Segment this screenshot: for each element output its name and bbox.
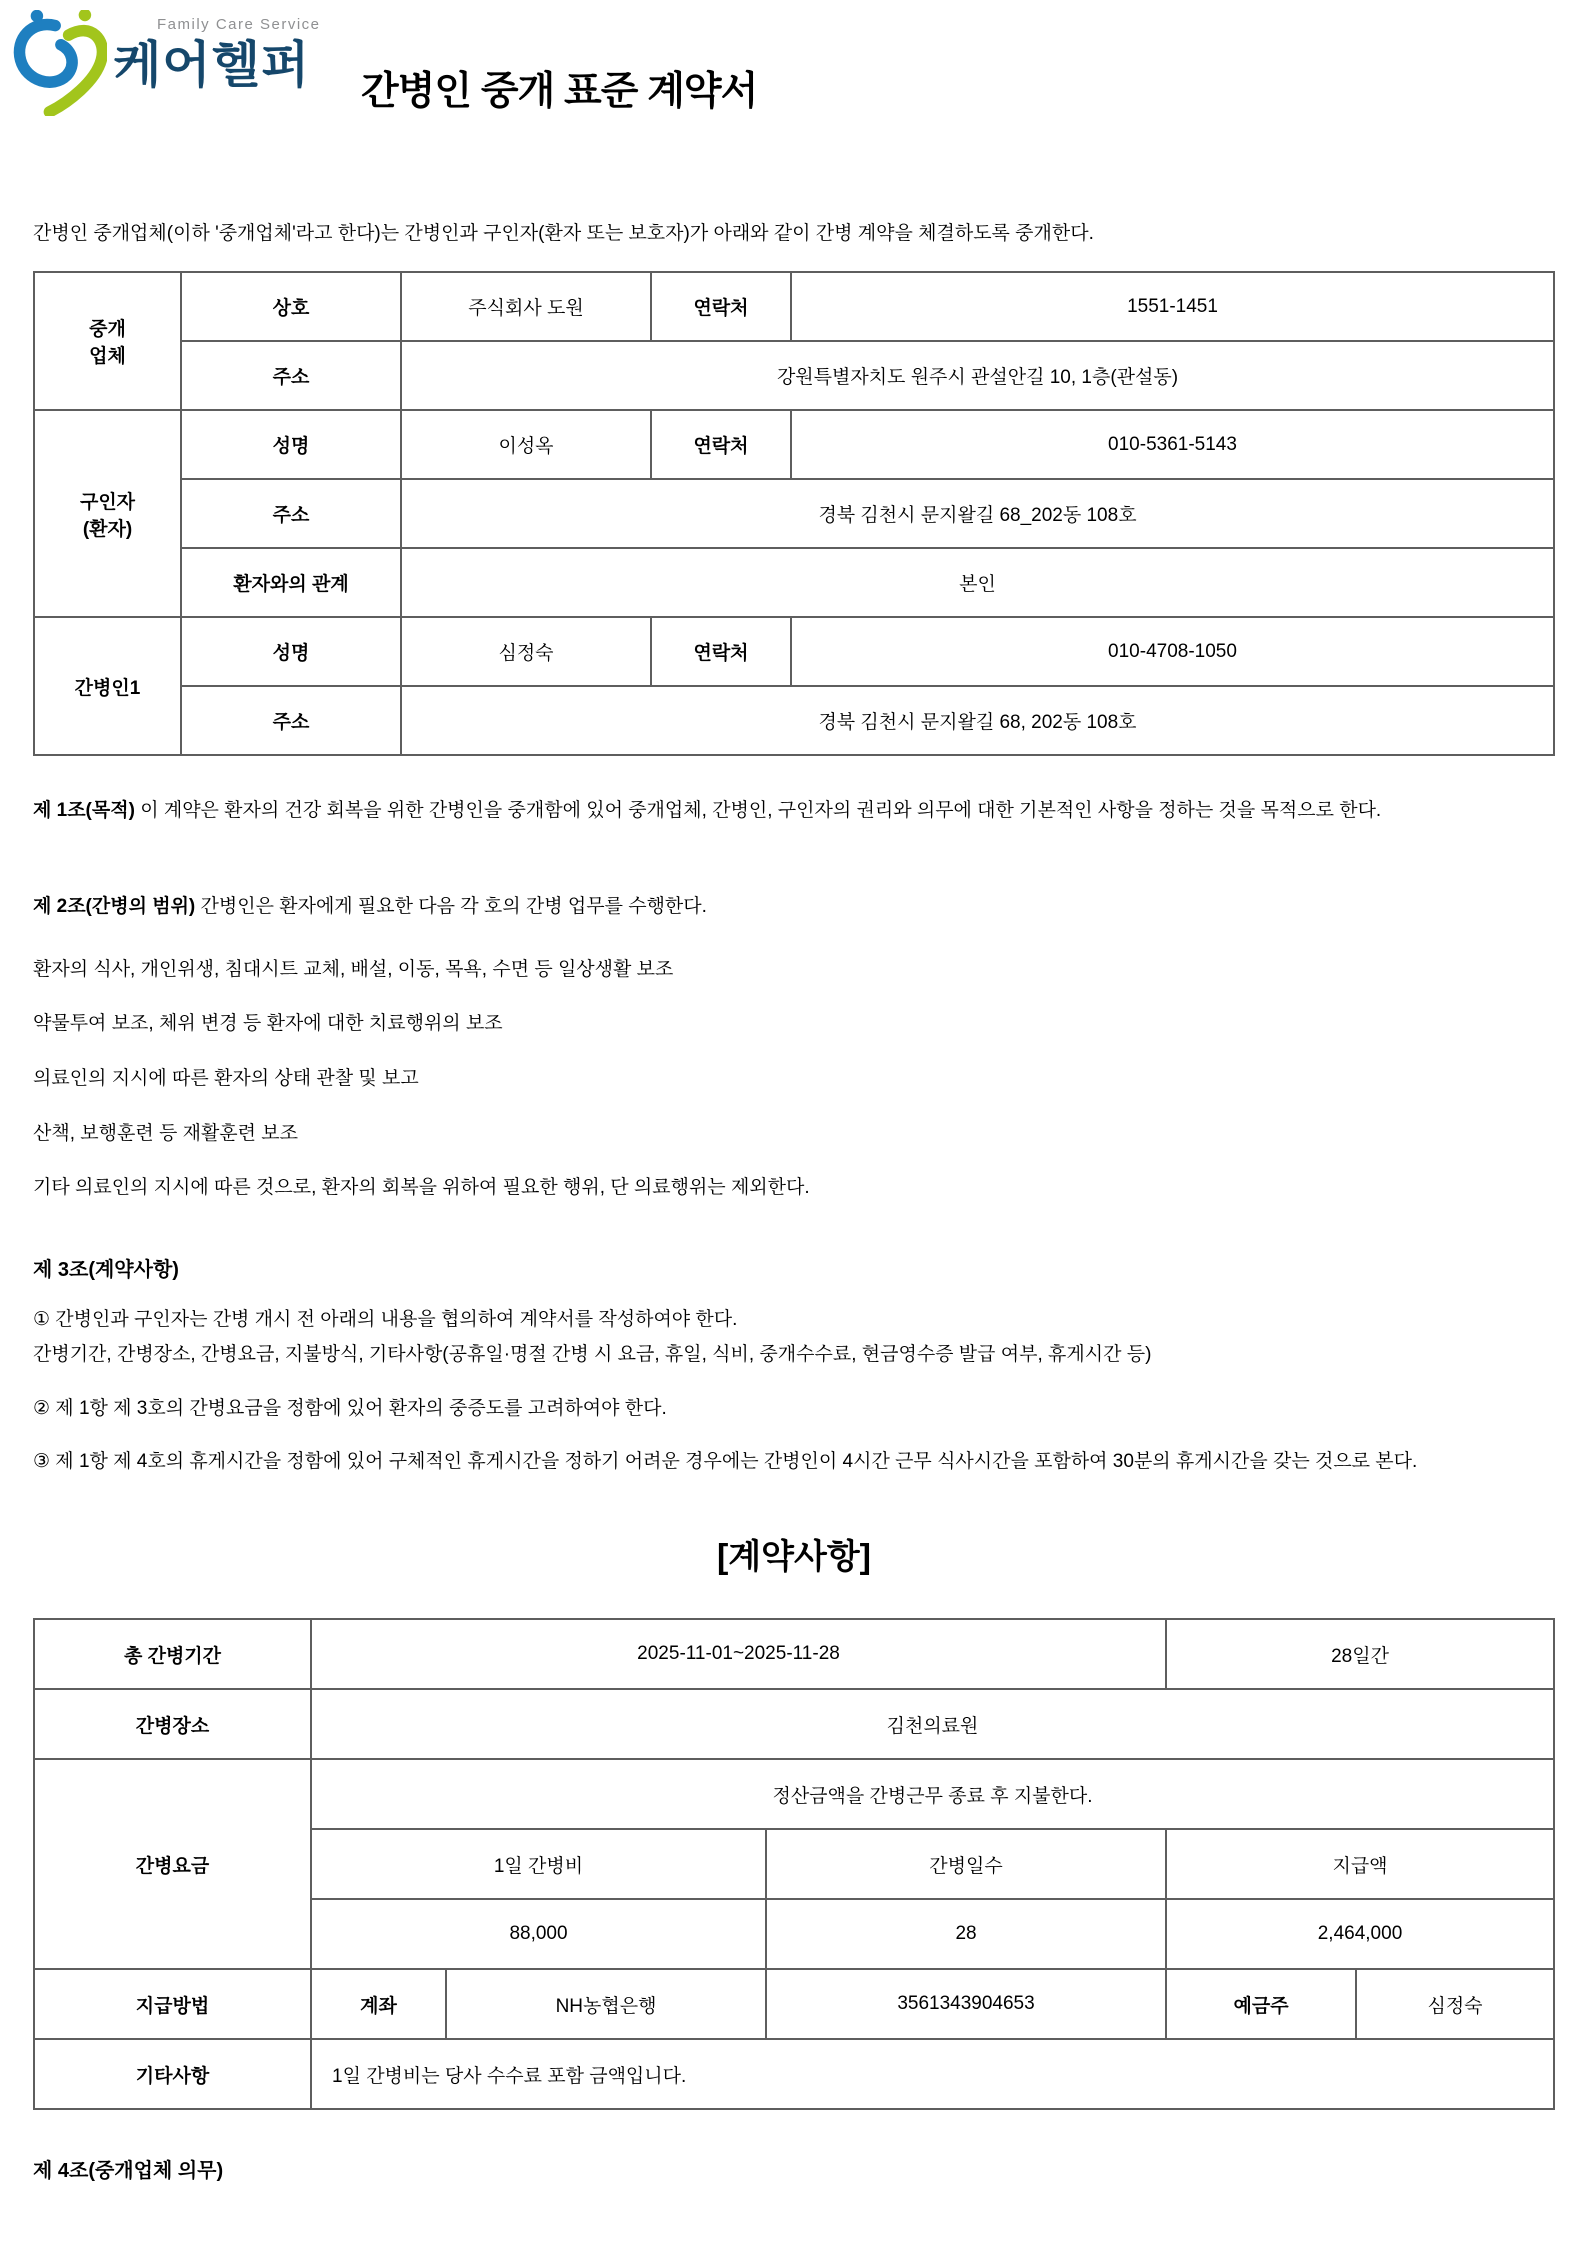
article1-title: 제 1조(목적) [33,800,135,821]
client-contact-label: 연락처 [651,410,791,479]
total-label: 지급액 [1166,1829,1554,1899]
document-header [33,0,1555,138]
parties-table [33,271,1555,756]
broker-address-label: 주소 [181,341,401,410]
client-address-label: 주소 [181,479,401,548]
daily-fee-label: 1일 간병비 [311,1829,766,1899]
holder-value: 심정숙 [1356,1969,1554,2039]
caregiver-name-label: 성명 [181,617,401,686]
table-row [34,272,1554,341]
article1-body: 이 계약은 환자의 건강 회복을 위한 간병인을 중개함에 있어 중개업체, 간병인, 구인자의 권리와 의무에 대한 기본적인 사항을 정하는 것을 목적으로 한다. [134,800,1382,821]
broker-group-line1: 중개 [89,319,126,340]
broker-company-label: 상호 [181,272,401,341]
table-row [34,548,1554,617]
intro-paragraph: 간병인 중개업체(이하 '중개업체'라고 한다)는 간병인과 구인자(환자 또는 보호자)가 아래와 같이 간병 계약을 체결하도록 중개한다. [33,223,1094,244]
carehelper-logo [11,10,321,116]
payment-method-label: 지급방법 [34,1969,311,2039]
broker-group-line2: 업체 [89,346,126,367]
logo-brand-name: 케어헬퍼 [113,37,311,93]
period-value: 2025-11-01~2025-11-28 [311,1619,1166,1689]
heart-logo-icon [11,10,107,116]
table-row [34,2039,1554,2109]
account-number-value: 3561343904653 [766,1969,1166,2039]
article2-item-4: 산책, 보행훈련 등 재활훈련 보조 [33,1122,298,1144]
article4-title: 제 4조(중개업체 의무) [33,2160,224,2183]
article2-item-2: 약물투여 보조, 체위 변경 등 환자에 대한 치료행위의 보조 [33,1013,503,1035]
fee-label: 간병요금 [34,1759,311,1969]
article1-paragraph [33,790,1555,832]
caregiver-group-cell: 간병인1 [34,617,181,755]
table-row [34,1969,1554,2039]
bank-value: NH농협은행 [446,1969,766,2039]
logo-tagline: Family Care Service [157,16,321,33]
article2-body: 간병인은 환자에게 필요한 다음 각 호의 간병 업무를 수행한다. [195,895,707,917]
period-days-value: 28일간 [1166,1619,1554,1689]
article2-item-5: 기타 의료인의 지시에 따른 것으로, 환자의 회복을 위하여 필요한 행위, 단 의료행위는 제외한다. [33,1177,810,1199]
client-relation-label: 환자와의 관계 [181,548,401,617]
account-label: 계좌 [311,1969,446,2039]
article3-item-4: ③ 제 1항 제 4호의 휴게시간을 정함에 있어 구체적인 휴게시간을 정하기 어려운 경우에는 간병인이 4시간 근무 식사시간을 포함하여 30분의 휴게시간을 갖는 것으로 본다. [33,1451,1418,1473]
contract-details-table [33,1618,1555,2110]
broker-contact-label: 연락처 [651,272,791,341]
etc-value: 1일 간병비는 당사 수수료 포함 금액입니다. [311,2039,1554,2109]
client-name-value: 이성옥 [401,410,651,479]
caregiver-address-value: 경북 김천시 문지왈길 68, 202동 108호 [401,686,1554,755]
daily-fee-value: 88,000 [311,1899,766,1969]
period-label: 총 간병기간 [34,1619,311,1689]
place-label: 간병장소 [34,1689,311,1759]
broker-address-value: 강원특별자치도 원주시 관설안길 10, 1층(관설동) [401,341,1554,410]
client-address-value: 경북 김천시 문지왈길 68_202동 108호 [401,479,1554,548]
fee-note: 정산금액을 간병근무 종료 후 지불한다. [311,1759,1554,1829]
etc-label: 기타사항 [34,2039,311,2109]
days-value: 28 [766,1899,1166,1969]
client-relation-value: 본인 [401,548,1554,617]
client-contact-value: 010-5361-5143 [791,410,1554,479]
caregiver-name-value: 심정숙 [401,617,651,686]
table-row [34,479,1554,548]
page-title: 간병인 중개 표준 계약서 [361,70,758,113]
article2-item-1: 환자의 식사, 개인위생, 침대시트 교체, 배설, 이동, 목욕, 수면 등 일상생활 보조 [33,958,674,980]
article2-paragraph [33,886,1555,928]
caregiver-address-label: 주소 [181,686,401,755]
client-group-line1: 구인자 [79,491,136,513]
client-name-label: 성명 [181,410,401,479]
article3-item-3: ② 제 1항 제 3호의 간병요금을 정함에 있어 환자의 중증도를 고려하여야 한다. [33,1397,667,1419]
client-group-line2: (환자) [82,518,133,540]
table-row [34,410,1554,479]
logo-text-block [113,10,321,92]
client-group-cell [34,410,181,617]
article3-item-2: 간병기간, 간병장소, 간병요금, 지불방식, 기타사항(공휴일·명절 간병 시 요금, 휴일, 식비, 중개수수료, 현금영수증 발급 여부, 휴게시간 등) [33,1344,1152,1366]
broker-group-cell [34,272,181,410]
article2-item-3: 의료인의 지시에 따른 환자의 상태 관찰 및 보고 [33,1067,419,1089]
article3-item-1: ① 간병인과 구인자는 간병 개시 전 아래의 내용을 협의하여 계약서를 작성하여야 한다. [33,1309,738,1331]
table-row [34,1619,1554,1689]
contract-section-title: [계약사항] [716,1538,872,1577]
days-label: 간병일수 [766,1829,1166,1899]
caregiver-contact-label: 연락처 [651,617,791,686]
article3-title: 제 3조(계약사항) [33,1259,179,1282]
table-row [34,1689,1554,1759]
article2-title: 제 2조(간병의 범위) [33,895,196,917]
table-row [34,341,1554,410]
table-row [34,1759,1554,1829]
table-row [34,686,1554,755]
place-value: 김천의료원 [311,1689,1554,1759]
broker-contact-value: 1551-1451 [791,272,1554,341]
total-value: 2,464,000 [1166,1899,1554,1969]
caregiver-contact-value: 010-4708-1050 [791,617,1554,686]
table-row [34,617,1554,686]
broker-company-value: 주식회사 도원 [401,272,651,341]
holder-label: 예금주 [1166,1969,1356,2039]
